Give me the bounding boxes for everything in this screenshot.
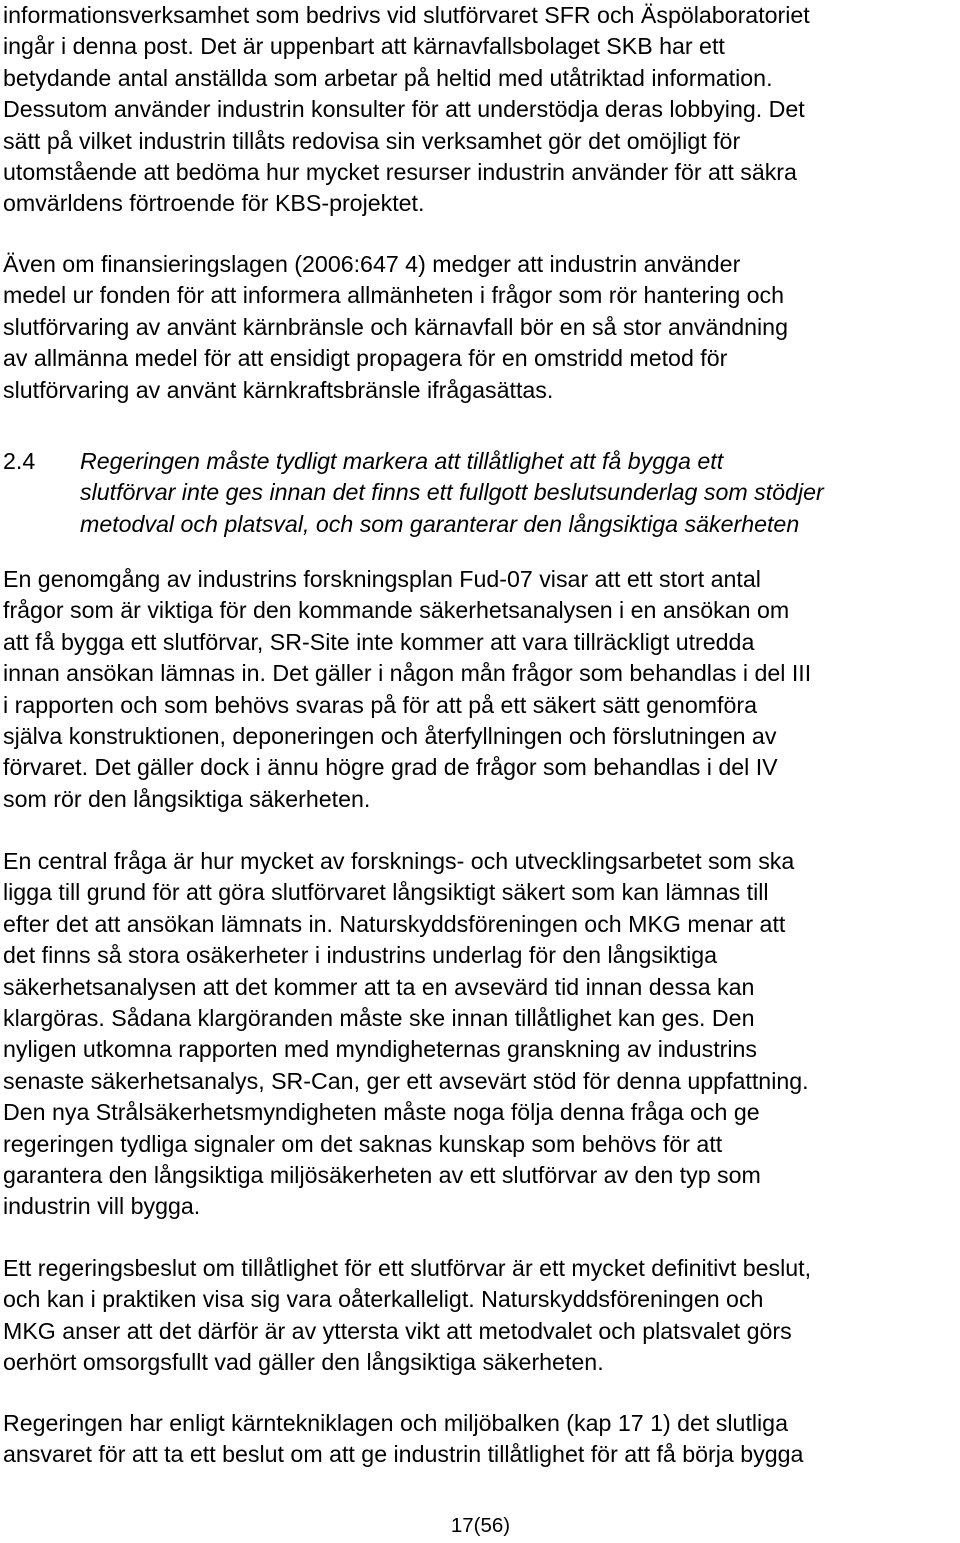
text-line: ligga till grund för att göra slutförvaret långsiktigt säkert som kan lämnas till — [3, 879, 769, 906]
paragraph-central-question — [3, 846, 958, 1223]
text-line: informationsverksamhet som bedrivs vid slutförvaret SFR och Äspölaboratoriet — [3, 2, 810, 28]
text-line: själva konstruktionen, deponeringen och återfyllningen och förslutningen av — [3, 723, 777, 750]
heading-line: metodval och platsval, och som garanterar den långsiktiga säkerheten — [80, 510, 800, 537]
section-number: 2.4 — [3, 448, 36, 474]
text-line: oerhört omsorgsfullt vad gäller den långsiktiga säkerheten. — [3, 1349, 604, 1376]
text-line: regeringen tydliga signaler om det saknas kunskap som behövs för att — [3, 1130, 723, 1157]
heading-line: Regeringen måste tydligt markera att tillåtlighet att få bygga ett — [80, 448, 724, 474]
text-line: senaste säkerhetsanalys, SR-Can, ger ett avsevärt stöd för denna uppfattning. — [3, 1067, 809, 1094]
text-line: Dessutom använder industrin konsulter för att understödja deras lobbying. Det — [3, 96, 805, 123]
text-line: frågor som är viktiga för den kommande säkerhetsanalysen i en ansökan om — [3, 597, 790, 624]
text-line: betydande antal anställda som arbetar på heltid med utåtriktad information. — [3, 64, 773, 91]
heading-line: slutförvar inte ges innan det finns ett fullgott beslutsunderlag som stödjer — [80, 479, 824, 506]
text-line: Den nya Strålsäkerhetsmyndigheten måste noga följa denna fråga och ge — [3, 1099, 760, 1126]
paragraph-information-activities — [3, 0, 958, 220]
section-title — [80, 446, 824, 540]
text-line: slutförvaring av använt kärnbränsle och kärnavfall bör en så stor användning — [3, 313, 788, 340]
text-line: MKG anser att det därför är av yttersta vikt att metodvalet och platsvalet görs — [3, 1317, 792, 1344]
text-line: garantera den långsiktiga miljösäkerheten av ett slutförvar av den typ som — [3, 1162, 761, 1189]
text-line: nyligen utkomna rapporten med myndigheternas granskning av industrins — [3, 1036, 758, 1063]
page-number: 17(56) — [450, 1514, 511, 1537]
text-line: förvaret. Det gäller dock i ännu högre grad de frågor som behandlas i del IV — [3, 754, 778, 781]
paragraph-research-plan — [3, 564, 958, 815]
paragraph-final-responsibility — [3, 1408, 958, 1471]
text-line: klargöras. Sådana klargöranden måste ske innan tillåtlighet kan ges. Den — [3, 1005, 755, 1032]
text-line: säkerhetsanalysen att det kommer att ta en avsevärd tid innan dessa kan — [3, 973, 755, 1000]
text-line: att få bygga ett slutförvar, SR-Site inte kommer att vara tillräckligt utredda — [3, 628, 755, 655]
paragraph-government-decision — [3, 1253, 958, 1379]
text-line: och kan i praktiken visa sig vara oåterkalleligt. Naturskyddsföreningen och — [3, 1286, 764, 1313]
text-line: sätt på vilket industrin tillåts redovisa sin verksamhet gör det omöjligt för — [3, 127, 741, 154]
text-line: medel ur fonden för att informera allmänheten i frågor som rör hantering och — [3, 282, 785, 309]
text-line: slutförvaring av använt kärnkraftsbränsle ifrågasättas. — [3, 376, 554, 403]
text-line: som rör den långsiktiga säkerheten. — [3, 785, 371, 812]
text-line: efter det att ansökan lämnats in. Naturskyddsföreningen och MKG menar att — [3, 910, 786, 937]
text-line: omvärldens förtroende för KBS-projektet. — [3, 190, 425, 217]
text-line: En central fråga är hur mycket av forsknings- och utvecklingsarbetet som ska — [3, 848, 795, 874]
text-line: Ett regeringsbeslut om tillåtlighet för ett slutförvar är ett mycket definitivt beslut, — [3, 1255, 812, 1281]
text-line: utomstående att bedöma hur mycket resurser industrin använder för att säkra — [3, 159, 797, 186]
text-line: innan ansökan lämnas in. Det gäller i någon mån frågor som behandlas i del III — [3, 660, 812, 687]
text-line: det finns så stora osäkerheter i industrins underlag för den långsiktiga — [3, 942, 718, 969]
text-line: industrin vill bygga. — [3, 1193, 201, 1220]
text-line: Regeringen har enligt kärntekniklagen och miljöbalken (kap 17 1) det slutliga — [3, 1410, 788, 1436]
text-line: Även om finansieringslagen (2006:647 4) medger att industrin använder — [3, 251, 741, 277]
text-line: ingår i denna post. Det är uppenbart att kärnavfallsbolaget SKB har ett — [3, 33, 725, 60]
text-line: i rapporten och som behövs svaras på för att på ett säkert sätt genomföra — [3, 691, 757, 718]
paragraph-financing-law — [3, 249, 958, 406]
text-line: ansvaret för att ta ett beslut om att ge industrin tillåtlighet för att få börja bygga — [3, 1441, 804, 1468]
text-line: av allmänna medel för att ensidigt propagera för en omstridd metod för — [3, 345, 728, 372]
text-line: En genomgång av industrins forskningsplan Fud-07 visar att ett stort antal — [3, 566, 761, 592]
